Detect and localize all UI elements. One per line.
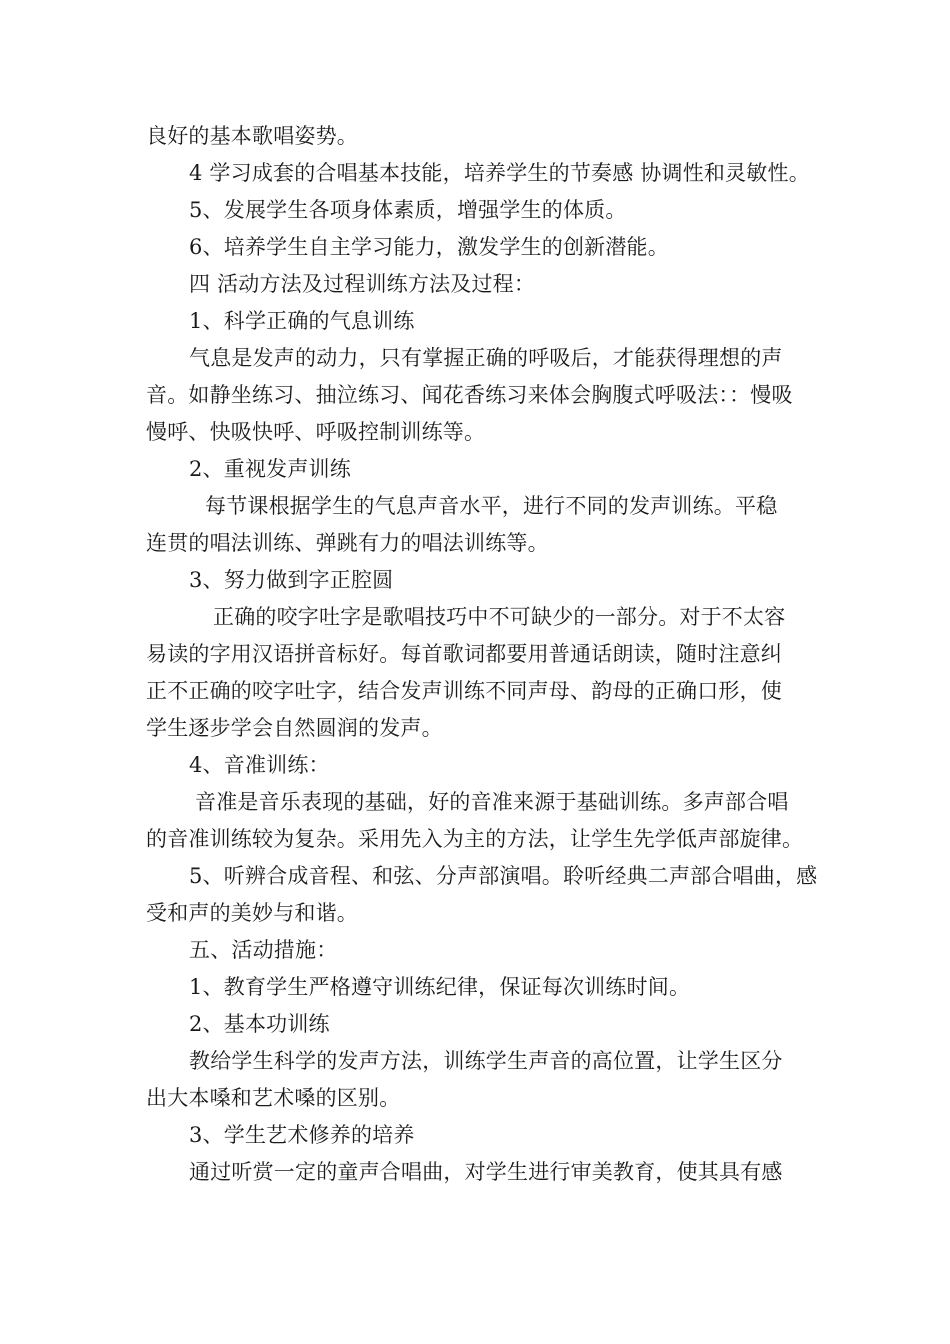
subheading: 3、学生艺术修养的培养 (189, 1123, 415, 1147)
section-heading: 四 活动方法及过程训练方法及过程： (189, 272, 536, 296)
subheading: 1、科学正确的气息训练 (189, 309, 415, 333)
text-line: 易读的字用汉语拼音标好。每首歌词都要用普通话朗读，随时注意纠 (146, 642, 782, 666)
text-line: 正确的咬字吐字是歌唱技巧中不可缺少的一部分。对于不太容 (213, 605, 786, 629)
text-line: 5、听辨合成音程、和弦、分声部演唱。聆听经典二声部合唱曲，感 (189, 864, 818, 888)
text-line: 良好的基本歌唱姿势。 (146, 124, 358, 148)
text-line: 通过听赏一定的童声合唱曲，对学生进行审美教育，使其具有感 (189, 1160, 783, 1184)
text-line: 5、发展学生各项身体素质，增强学生的体质。 (189, 198, 627, 222)
subheading: 2、重视发声训练 (189, 457, 351, 481)
subheading: 4、音准训练： (189, 753, 330, 777)
text-line: 音。如静坐练习、抽泣练习、闻花香练习来体会胸腹式呼吸法：：慢吸 (146, 383, 793, 407)
text-line: 学生逐步学会自然圆润的发声。 (146, 716, 443, 740)
text-line: 的音准训练较为复杂。采用先入为主的方法，让学生先学低声部旋律。 (146, 827, 804, 851)
text-line: 慢呼、快吸快呼、呼吸控制训练等。 (146, 420, 486, 444)
text-line: 出大本嗓和艺术嗓的区别。 (146, 1086, 401, 1110)
text-line: 1、教育学生严格遵守训练纪律，保证每次训练时间。 (189, 975, 691, 999)
text-line: 受和声的美妙与和谐。 (146, 901, 358, 925)
text-line: 教给学生科学的发声方法，训练学生声音的高位置，让学生区分 (189, 1049, 783, 1073)
text-line: 4 学习成套的合唱基本技能，培养学生的节奏感 协调性和灵敏性。 (189, 161, 810, 185)
text-line: 气息是发声的动力，只有掌握正确的呼吸后，才能获得理想的声 (189, 346, 783, 370)
text-line: 正不正确的咬字吐字，结合发声训练不同声母、韵母的正确口形，使 (146, 679, 782, 703)
text-line: 连贯的唱法训练、弹跳有力的唱法训练等。 (146, 531, 549, 555)
subheading: 2、基本功训练 (189, 1012, 330, 1036)
text-line: 6、培养学生自主学习能力，激发学生的创新潜能。 (189, 235, 669, 259)
subheading: 3、努力做到字正腔圆 (189, 568, 394, 592)
section-heading: 五、活动措施： (189, 938, 338, 962)
text-line: 音准是音乐表现的基础，好的音准来源于基础训练。多声部合唱 (195, 790, 789, 814)
text-line: 每节课根据学生的气息声音水平，进行不同的发声训练。平稳 (205, 494, 778, 518)
